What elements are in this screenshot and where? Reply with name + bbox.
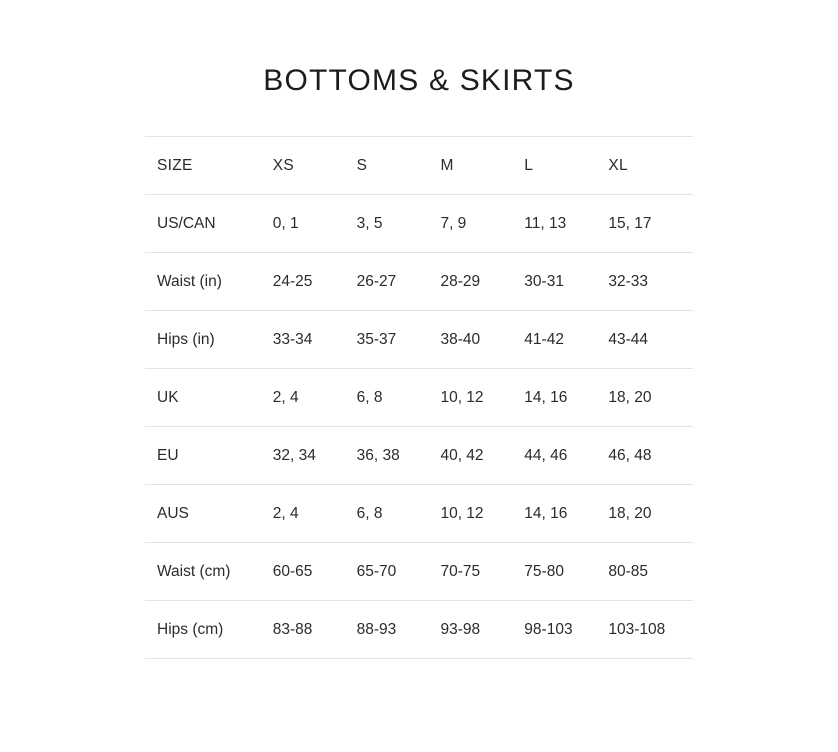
row-cell: 33-34 [272,330,313,348]
row-cell: 6, 8 [356,504,383,522]
row-cell: 0, 1 [272,214,299,232]
row-cell: 40, 42 [440,446,484,464]
row-cell: 41-42 [524,330,564,348]
row-cell: 6, 8 [356,388,383,406]
row-cell: 103-108 [608,620,666,638]
table-row [145,485,693,543]
row-cell: 75-80 [524,562,564,580]
row-cell: 11, 13 [524,214,567,232]
table-header [145,137,693,195]
row-cell: 28-29 [440,272,481,290]
row-cell: 2, 4 [272,504,299,522]
row-cell: 93-98 [440,620,481,638]
row-cell: 32-33 [608,272,649,290]
table-row [145,311,693,369]
row-label: UK [157,388,179,406]
row-cell: 60-65 [272,562,313,580]
table-row [145,427,693,485]
size-chart-table [145,136,693,659]
row-cell: 43-44 [608,330,649,348]
row-cell: 10, 12 [440,388,484,406]
page-title: BOTTOMS & SKIRTS [263,64,575,97]
row-cell: 2, 4 [272,388,299,406]
row-label: US/CAN [157,214,216,232]
table-row [145,195,693,253]
table-row [145,369,693,427]
column-header-s: S [356,156,368,174]
row-cell: 98-103 [524,620,573,638]
row-cell: 18, 20 [608,388,652,406]
row-cell: 14, 16 [524,388,568,406]
row-label: Hips (in) [157,330,215,348]
row-label: EU [157,446,179,464]
row-cell: 14, 16 [524,504,568,522]
column-header-xl: XL [608,156,628,174]
row-cell: 26-27 [356,272,397,290]
row-cell: 80-85 [608,562,649,580]
row-cell: 36, 38 [356,446,400,464]
table-header-row [145,137,693,195]
row-cell: 15, 17 [608,214,652,232]
row-cell: 3, 5 [356,214,383,232]
row-cell: 38-40 [440,330,481,348]
table-row [145,601,693,659]
row-cell: 44, 46 [524,446,568,464]
row-cell: 35-37 [356,330,397,348]
table-row [145,543,693,601]
row-cell: 10, 12 [440,504,484,522]
row-cell: 88-93 [356,620,397,638]
row-cell: 7, 9 [440,214,467,232]
row-label: AUS [157,504,189,522]
column-header-m: M [440,156,454,174]
table-row [145,253,693,311]
size-chart-table-wrapper [145,136,693,659]
row-cell: 30-31 [524,272,564,290]
column-header-xs: XS [272,156,295,174]
row-label: Waist (cm) [157,562,231,580]
row-label: Waist (in) [157,272,222,290]
column-header-size: SIZE [157,156,193,174]
row-cell: 83-88 [272,620,313,638]
column-header-l: L [524,156,534,174]
row-cell: 70-75 [440,562,481,580]
row-cell: 18, 20 [608,504,652,522]
table-body [145,195,693,659]
row-cell: 24-25 [272,272,313,290]
row-label: Hips (cm) [157,620,224,638]
row-cell: 65-70 [356,562,397,580]
row-cell: 32, 34 [272,446,316,464]
row-cell: 46, 48 [608,446,652,464]
